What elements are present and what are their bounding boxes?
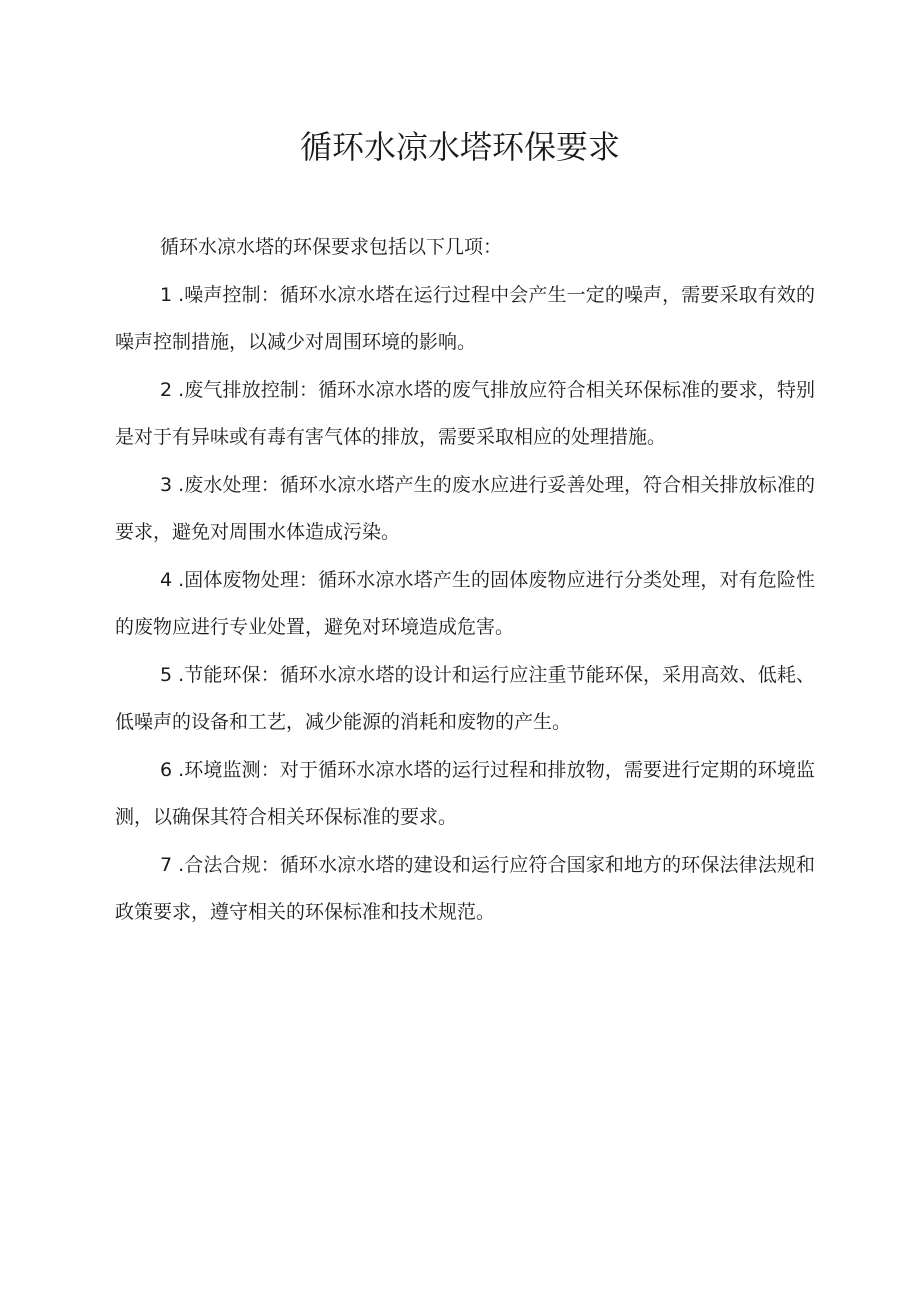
list-item [115,557,815,652]
list-item [115,747,815,842]
item-text: .节能环保：循环水凉水塔的设计和运行应注重节能环保，采用高效、低耗、低噪声的设备和工艺，减少能源的消耗和废物的产生。 [115,663,815,733]
document-body [115,224,815,937]
list-item [115,462,815,557]
item-text: .噪声控制：循环水凉水塔在运行过程中会产生一定的噪声，需要采取有效的噪声控制措施，以减少对周围环境的影响。 [115,283,815,353]
item-number: 1 [160,283,173,306]
item-number: 4 [160,568,173,591]
item-number: 2 [160,378,173,401]
intro-paragraph: 循环水凉水塔的环保要求包括以下几项： [160,236,503,258]
item-text: .环境监测：对于循环水凉水塔的运行过程和排放物，需要进行定期的环境监测，以确保其符合相关环保标准的要求。 [115,758,815,828]
item-text: .废水处理：循环水凉水塔产生的废水应进行妥善处理，符合相关排放标准的要求，避免对周围水体造成污染。 [115,473,815,543]
document-title: 循环水凉水塔环保要求 [299,128,620,166]
item-number: 7 [160,853,173,876]
item-number: 5 [160,663,173,686]
item-text: .废气排放控制：循环水凉水塔的废气排放应符合相关环保标准的要求，特别是对于有异味或有毒有害气体的排放，需要采取相应的处理措施。 [115,378,815,448]
list-item [115,842,815,937]
item-text: .固体废物处理：循环水凉水塔产生的固体废物应进行分类处理，对有危险性的废物应进行专业处置，避免对环境造成危害。 [115,568,815,638]
list-item [115,652,815,747]
item-text: .合法合规：循环水凉水塔的建设和运行应符合国家和地方的环保法律法规和政策要求，遵守相关的环保标准和技术规范。 [115,853,815,923]
list-item [115,367,815,462]
item-number: 6 [160,758,173,781]
list-item [115,272,815,367]
item-number: 3 [160,473,173,496]
